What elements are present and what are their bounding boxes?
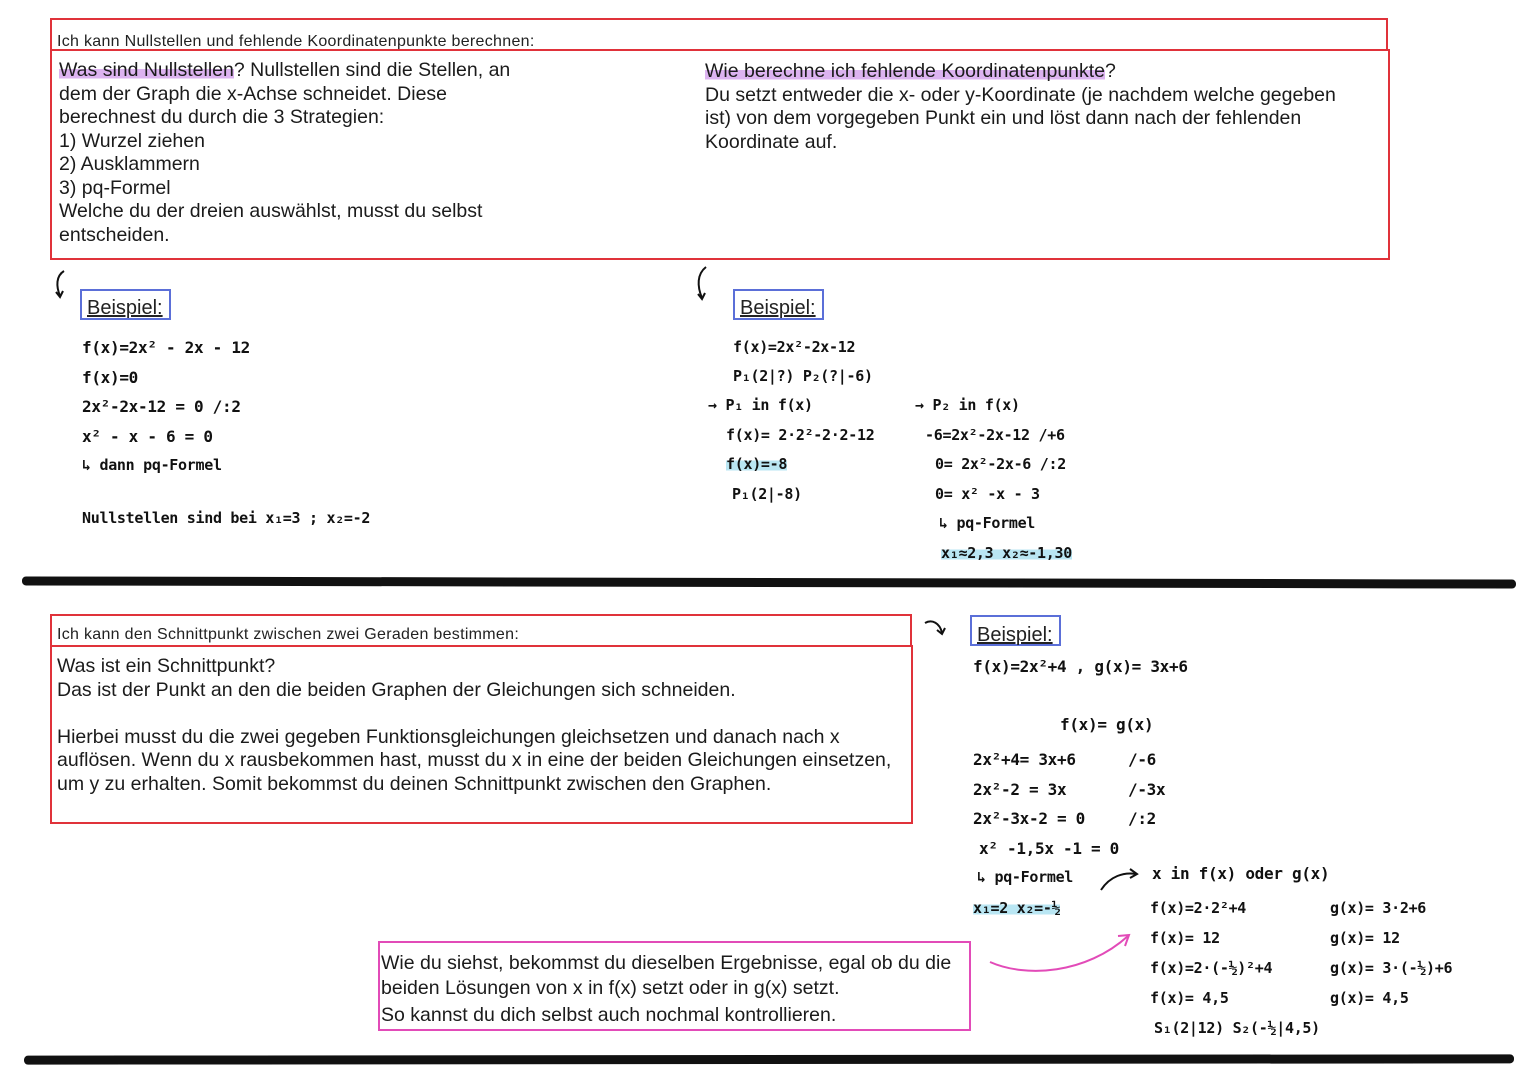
- right-question-highlight: Wie berechne ich fehlende Koordinatenpunkte: [705, 60, 1106, 82]
- curved-arrow-icon: [50, 268, 74, 302]
- left-line: 3) pq-Formel: [59, 176, 171, 199]
- work-line: f(x)=0: [82, 367, 138, 387]
- p1-result: f(x)=-8: [726, 455, 788, 473]
- example2-p1: [708, 391, 874, 509]
- section2-title: Ich kann den Schnittpunkt zwischen zwei Geraden bestimmen:: [57, 626, 520, 643]
- left-question-highlight: Was sind Nullstellen: [59, 59, 234, 81]
- example3-steps-right: [1128, 745, 1165, 834]
- example3-given: f(x)=2x²+4 , g(x)= 3x+6: [973, 657, 1188, 676]
- section1-title: Ich kann Nullstellen und fehlende Koordinatenpunkte berechnen:: [57, 33, 535, 50]
- step-right: /-6: [1128, 750, 1156, 769]
- section1-title-box: [50, 18, 1388, 51]
- example3-steps-left: [973, 745, 1119, 923]
- example3-label-box: [970, 615, 1061, 646]
- left-line: Welche du der dreien auswählst, musst du selbst: [59, 200, 483, 222]
- f-line: f(x)=2·2²+4: [1150, 899, 1247, 917]
- f-line: f(x)=2·(-½)²+4: [1150, 959, 1273, 977]
- right-question-rest: ?: [1105, 60, 1116, 82]
- work-line: P₁(2|?) P₂(?|-6): [733, 367, 873, 385]
- right-line: Du setzt entweder die x- oder y-Koordinate (je nachdem welche gegeben: [705, 83, 1336, 106]
- right-line: ist) von dem vorgegeben Punkt ein und löst dann nach der fehlenden: [705, 107, 1302, 129]
- g-line: g(x)= 3·2+6: [1330, 899, 1427, 917]
- s2-line: [57, 702, 891, 726]
- left-line: entscheiden.: [59, 223, 170, 246]
- section2-title-box: [50, 614, 912, 647]
- work-line: f(x)=2x² - 2x - 12: [82, 338, 250, 357]
- work-line: f(x)= 2·2²-2·2-12: [726, 425, 875, 444]
- example2-label: Beispiel:: [740, 297, 816, 319]
- example2-label-box: [733, 289, 824, 320]
- curved-arrow-icon: [692, 264, 716, 304]
- work-line: ↳ dann pq-Formel: [82, 456, 222, 474]
- left-question-rest: ? Nullstellen sind die Stellen, an: [233, 59, 511, 81]
- example1-label-box: [80, 289, 171, 320]
- example1-result: [82, 509, 370, 527]
- work-line: P₁(2|-8): [732, 484, 802, 503]
- right-line: Koordinate auf.: [705, 130, 838, 153]
- roots-result: x₁=2 x₂=-½: [973, 898, 1061, 917]
- hook-arrow-icon: [922, 617, 948, 639]
- work-line: [915, 539, 1072, 569]
- p1-head: → P₁ in f(x): [708, 396, 813, 414]
- s2-line: Hierbei musst du die zwei gegeben Funktionsgleichungen gleichsetzen und danach nach x: [57, 725, 840, 748]
- pink-arrow-icon: [986, 926, 1136, 978]
- work-line: ↳ pq-Formel: [939, 514, 1036, 532]
- example1-work: [82, 333, 250, 481]
- result-text: Nullstellen sind bei x₁=3 ; x₂=-2: [82, 509, 371, 527]
- p2-head: → P₂ in f(x): [915, 396, 1020, 414]
- step-pq: ↳ pq-Formel: [977, 868, 1074, 886]
- s2-line: Das ist der Punkt an den die beiden Graphen der Gleichungen sich schneiden.: [57, 678, 736, 701]
- g-line: g(x)= 12: [1330, 929, 1400, 947]
- f-line: f(x)= 4,5: [1150, 989, 1229, 1007]
- s2-line: auflösen. Wenn du x rausbekommen hast, musst du x in eine der beiden Gleichungen einsetzen,: [57, 749, 892, 771]
- section2-text: [57, 655, 891, 796]
- left-line: 1) Wurzel ziehen: [59, 129, 205, 152]
- divider-top: [22, 576, 1516, 588]
- example1-label: Beispiel:: [87, 297, 163, 319]
- left-line: berechnest du durch die 3 Strategien:: [59, 106, 385, 128]
- work-line: 0= 2x²-2x-6 /:2: [935, 455, 1066, 473]
- p2-result: x₁≈2,3 x₂≈-1,30: [941, 543, 1072, 562]
- step-left: 2x²+4= 3x+6: [973, 750, 1076, 769]
- example3-f-lines: [1150, 893, 1320, 1043]
- example3-insert-head: x in f(x) oder g(x): [1152, 864, 1330, 883]
- work-line: -6=2x²-2x-12 /+6: [925, 425, 1065, 444]
- s2-line: Was ist ein Schnittpunkt?: [57, 655, 276, 677]
- work-line: 0= x² -x - 3: [935, 484, 1040, 503]
- section1-left-text: [59, 59, 510, 247]
- step-left: 2x²-2 = 3x: [973, 779, 1067, 799]
- section1-right-text: [705, 60, 1336, 154]
- step-right: /-3x: [1128, 779, 1166, 799]
- step-right: /:2: [1128, 809, 1156, 828]
- points: S₁(2|12) S₂(-½|4,5): [1154, 1019, 1320, 1037]
- s2-line: um y zu erhalten. Somit bekommst du deinen Schnittpunkt zwischen den Graphen.: [57, 772, 772, 795]
- work-line: 2x²-2x-12 = 0 /:2: [82, 397, 241, 416]
- step-left: 2x²-3x-2 = 0: [973, 809, 1085, 828]
- left-line: dem der Graph die x-Achse schneidet. Diese: [59, 82, 448, 105]
- example3-label: Beispiel:: [977, 624, 1053, 646]
- divider-bottom: [24, 1054, 1514, 1064]
- step-left: x² -1,5x -1 = 0: [979, 838, 1119, 858]
- note-text: [381, 951, 951, 1028]
- work-line: x² - x - 6 = 0: [82, 426, 213, 446]
- note-line: So kannst du dich selbst auch nochmal kontrollieren.: [381, 1004, 837, 1026]
- step-roots: [973, 893, 1119, 924]
- note-line: Wie du siehst, bekommst du dieselben Ergebnisse, egal ob du die: [381, 952, 952, 974]
- note-line: beiden Lösungen von x in f(x) setzt oder in g(x) setzt.: [381, 977, 840, 999]
- f-line: f(x)= 12: [1150, 929, 1220, 947]
- example2-given: [733, 333, 873, 391]
- g-line: g(x)= 4,5: [1330, 989, 1409, 1007]
- right-question: [705, 60, 1336, 84]
- example2-p2: [915, 391, 1072, 568]
- curved-arrow-icon: [1098, 864, 1142, 894]
- work-line: f(x)=2x²-2x-12: [733, 338, 856, 356]
- left-question: [59, 59, 510, 83]
- work-line: [708, 450, 874, 480]
- g-line: g(x)= 3·(-½)+6: [1330, 959, 1453, 977]
- example3-eq: f(x)= g(x): [1060, 715, 1154, 734]
- example3-g-lines: [1330, 893, 1452, 1013]
- left-line: 2) Ausklammern: [59, 153, 200, 175]
